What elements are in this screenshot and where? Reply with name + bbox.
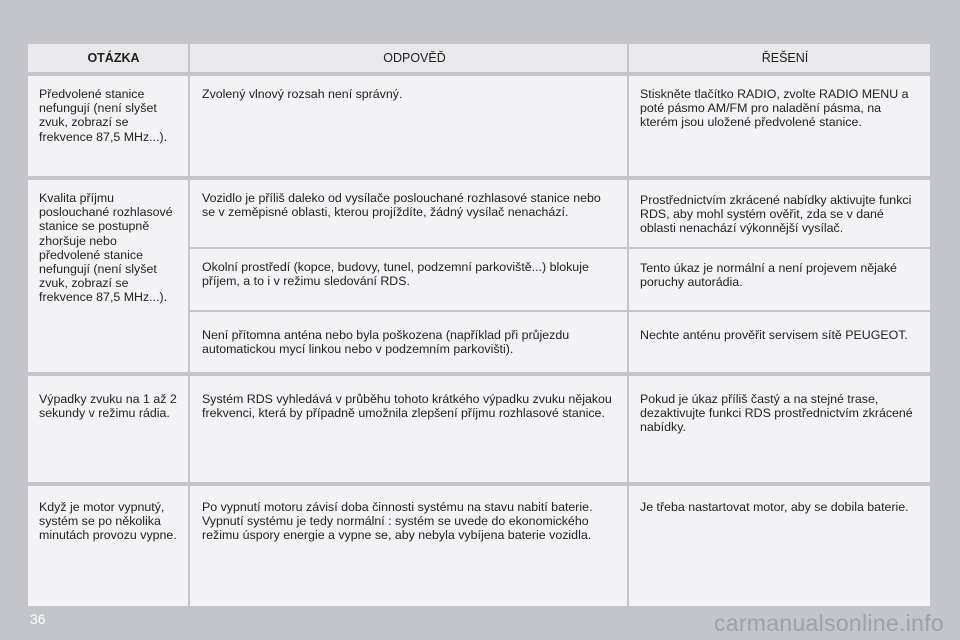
answer-cell-3: Systém RDS vyhledává v průběhu tohoto krátkého výpadku zvuku nějakou frekvenci, která by případně umožnila zlepšení příjmu rozhlasové stanice. (190, 376, 627, 482)
solution-cell-4: Je třeba nastartovat motor, aby se dobila baterie. (629, 486, 930, 606)
answer-cell-2b: Okolní prostředí (kopce, budovy, tunel, podzemní parkoviště...) blokuje příjem, a to i v režimu sledování RDS. (190, 249, 627, 310)
solution-cell-1: Stiskněte tlačítko RADIO, zvolte RADIO MENU a poté pásmo AM/FM pro naladění pásma, na kterém jsou uložené předvolené stanice. (629, 76, 930, 176)
solution-cell-2c: Nechte anténu prověřit servisem sítě PEUGEOT. (629, 312, 930, 372)
solution-cell-3: Pokud je úkaz příliš častý a na stejné trase, dezaktivujte funkci RDS prostřednictvím zkrácené nabídky. (629, 376, 930, 482)
header-question: OTÁZKA (28, 44, 188, 72)
answer-cell-2a: Vozidlo je příliš daleko od vysílače poslouchané rozhlasové stanice nebo se v zeměpisné oblasti, kterou projíždíte, žádný vysílač nenachází. (190, 180, 627, 247)
header-solution: ŘEŠENÍ (629, 44, 930, 72)
page-number: 36 (30, 611, 46, 627)
answer-cell-4: Po vypnutí motoru závisí doba činnosti systému na stavu nabití baterie. Vypnutí systému je tedy normální : systém se uvede do ekonomického režimu úspory energie a vypne se, aby nebyla vybíjena baterie vozidla. (190, 486, 627, 606)
question-cell-4: Když je motor vypnutý, systém se po několika minutách provozu vypne. (28, 486, 188, 606)
answer-cell-1: Zvolený vlnový rozsah není správný. (190, 76, 627, 176)
solution-cell-2a: Prostřednictvím zkrácené nabídky aktivujte funkci RDS, aby mohl systém ověřit, zda se v dané oblasti nenachází výkonnější vysílač. (629, 180, 930, 247)
question-cell-3: Výpadky zvuku na 1 až 2 sekundy v režimu rádia. (28, 376, 188, 482)
header-answer: ODPOVĚĎ (190, 44, 627, 72)
solution-cell-2b: Tento úkaz je normální a není projevem nějaké poruchy autorádia. (629, 249, 930, 310)
answer-cell-2c: Není přítomna anténa nebo byla poškozena (například při průjezdu automatickou mycí linkou nebo v podzemním parkovišti). (190, 312, 627, 372)
question-cell-2: Kvalita příjmu poslouchané rozhlasové stanice se postupně zhoršuje nebo předvolené stanice nefungují (není slyšet zvuk, zobrazí se frekvence 87,5 MHz...). (28, 180, 188, 372)
question-cell-1: Předvolené stanice nefungují (není slyšet zvuk, zobrazí se frekvence 87,5 MHz...). (28, 76, 188, 176)
watermark: carmanualsonline.info (713, 610, 944, 636)
